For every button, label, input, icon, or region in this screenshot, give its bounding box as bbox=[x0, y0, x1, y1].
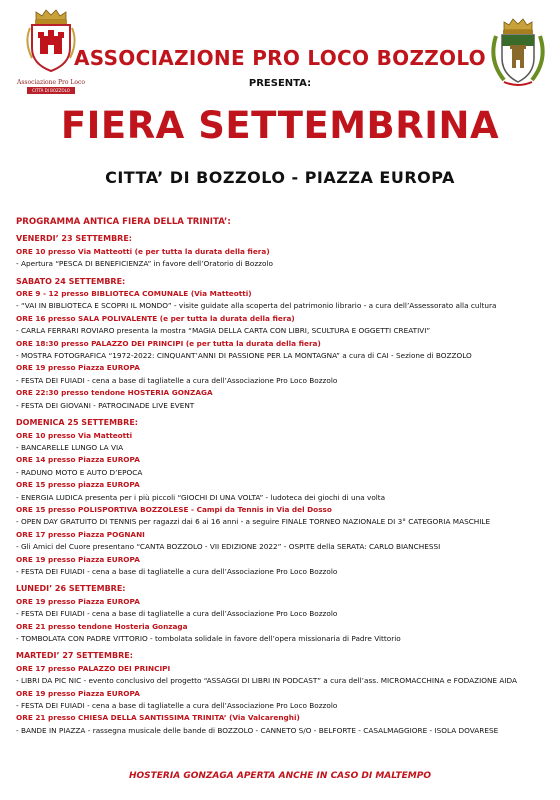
event-description: - BANCARELLE LUNGO LA VIA bbox=[16, 442, 124, 452]
day-heading: LUNEDI’ 26 SETTEMBRE: bbox=[16, 584, 126, 594]
event-time-place: ORE 15 presso piazza EUROPA bbox=[16, 480, 140, 490]
event-description: - TOMBOLATA CON PADRE VITTORIO - tombolata solidale in favore dell’opera missionaria di Padre Vittorio bbox=[16, 634, 401, 643]
event-time-place: ORE 16 presso SALA POLIVALENTE (e per tutta la durata della fiera) bbox=[16, 313, 295, 323]
program bbox=[16, 216, 546, 737]
event-description: - Apertura “PESCA DI BENEFICIENZA” in favore dell’Oratorio di Bozzolo bbox=[16, 259, 273, 269]
program-days bbox=[16, 233, 546, 737]
event-description: - FESTA DEI FUIADI - cena a base di tagliatelle a cura dell’Associazione Pro Loco Bozzolo bbox=[16, 609, 338, 619]
event-description: - CARLA FERRARI ROVIARO presenta la mostra “MAGIA DELLA CARTA CON LIBRI, SCULTURA E OGGETTI CREATIVI” bbox=[16, 326, 431, 336]
event-time-place: ORE 21 presso tendone Hosteria Gonzaga bbox=[16, 621, 188, 631]
event-title: FIERA SETTEMBRINA bbox=[60, 104, 500, 147]
event-time-place: ORE 22:30 presso tendone HOSTERIA GONZAGA bbox=[16, 388, 213, 398]
event-description: - LIBRI DA PIC NIC - evento conclusivo del progetto “ASSAGGI DI LIBRI IN PODCAST” a cura dell’ass. MICROMACCHINA e FODAZIONE AIDA bbox=[16, 676, 517, 686]
event-description: - MOSTRA FOTOGRAFICA “1972-2022: CINQUANT’ANNI DI PASSIONE PER LA MONTAGNA” a cura di CAI - Sezione di BOZZOLO bbox=[16, 351, 472, 361]
logo-caption: Associazione Pro Loco bbox=[17, 79, 85, 86]
event-time-place: ORE 17 presso PALAZZO DEI PRINCIPI bbox=[16, 663, 171, 673]
event-time-place: ORE 10 presso Via Matteotti (e per tutta la durata della fiera) bbox=[16, 246, 270, 256]
day-heading: DOMENICA 25 SETTEMBRE: bbox=[16, 418, 138, 428]
event-time-place: ORE 19 presso Piazza EUROPA bbox=[16, 554, 140, 564]
event-time-place: ORE 19 presso Piazza EUROPA bbox=[16, 363, 140, 373]
day-heading: VENERDI’ 23 SETTEMBRE: bbox=[16, 234, 133, 244]
event-time-place: ORE 19 presso Piazza EUROPA bbox=[16, 596, 140, 606]
event-time-place: ORE 9 - 12 presso BIBLIOTECA COMUNALE (Via Matteotti) bbox=[16, 289, 252, 299]
event-description: - “VAI IN BIBLIOTECA E SCOPRI IL MONDO” - visite guidate alla scoperta del patrimonio librario - a cura dell’Assessorato alla cultura bbox=[16, 301, 497, 311]
day-heading: MARTEDI’ 27 SETTEMBRE: bbox=[16, 651, 133, 661]
event-time-place: ORE 15 presso POLISPORTIVA BOZZOLESE - Campi da Tennis in Via del Dosso bbox=[16, 504, 332, 514]
event-time-place: ORE 14 presso Piazza EUROPA bbox=[16, 455, 140, 465]
event-description: - BANDE IN PIAZZA - rassegna musicale delle bande di BOZZOLO - CANNETO S/O - BELFORTE - CASALMAGGIORE - ISOLA DOVARESE bbox=[16, 725, 499, 735]
presents-label: PRESENTA: bbox=[248, 78, 312, 89]
day-heading: SABATO 24 SETTEMBRE: bbox=[16, 276, 126, 286]
footer-note: HOSTERIA GONZAGA APERTA ANCHE IN CASO DI MALTEMPO bbox=[128, 771, 432, 781]
event-time-place: ORE 19 presso Piazza EUROPA bbox=[16, 688, 140, 698]
event-description: - RADUNO MOTO E AUTO D’EPOCA bbox=[16, 467, 143, 477]
event-time-place: ORE 21 presso CHIESA DELLA SANTISSIMA TRINITA’ (Via Valcarenghi) bbox=[16, 713, 300, 723]
event-time-place: ORE 10 presso Via Matteotti bbox=[16, 430, 133, 440]
event-location: CITTA’ DI BOZZOLO - PIAZZA EUROPA bbox=[105, 168, 455, 187]
event-time-place: ORE 17 presso Piazza POGNANI bbox=[16, 529, 145, 539]
event-description: - ENERGIA LUDICA presenta per i più piccoli “GIOCHI DI UNA VOLTA” - ludoteca dei giochi di una volta bbox=[16, 492, 386, 502]
event-description: - Gli Amici del Cuore presentano “CANTA BOZZOLO - VII EDIZIONE 2022” - OSPITE della SERATA: CARLO BIANCHESSI bbox=[16, 542, 441, 552]
event-time-place: ORE 18:30 presso PALAZZO DEI PRINCIPI (e per tutta la durata della fiera) bbox=[16, 338, 321, 348]
event-description: - FESTA DEI FUIADI - cena a base di tagliatelle a cura dell’Associazione Pro Loco Bozzolo bbox=[16, 701, 338, 711]
event-description: - FESTA DEI GIOVANI - PATROCINADE LIVE EVENT bbox=[16, 400, 195, 410]
logo-subcaption: CITTÀ DI BOZZOLO bbox=[27, 87, 75, 94]
event-description: - FESTA DEI FUIADI - cena a base di tagliatelle a cura dell’Associazione Pro Loco Bozzolo bbox=[16, 375, 338, 385]
event-description: - OPEN DAY GRATUITO DI TENNIS per ragazzi dai 6 ai 16 anni - a seguire FINALE TORNEO NAZIONALE DI 3° CATEGORIA MASCHILE bbox=[16, 517, 491, 527]
event-description: - FESTA DEI FUIADI - cena a base di tagliatelle a cura dell’Associazione Pro Loco Bozzolo bbox=[16, 566, 338, 576]
program-title: PROGRAMMA ANTICA FIERA DELLA TRINITA’: bbox=[16, 217, 231, 227]
association-name: ASSOCIAZIONE PRO LOCO BOZZOLO bbox=[74, 46, 486, 70]
